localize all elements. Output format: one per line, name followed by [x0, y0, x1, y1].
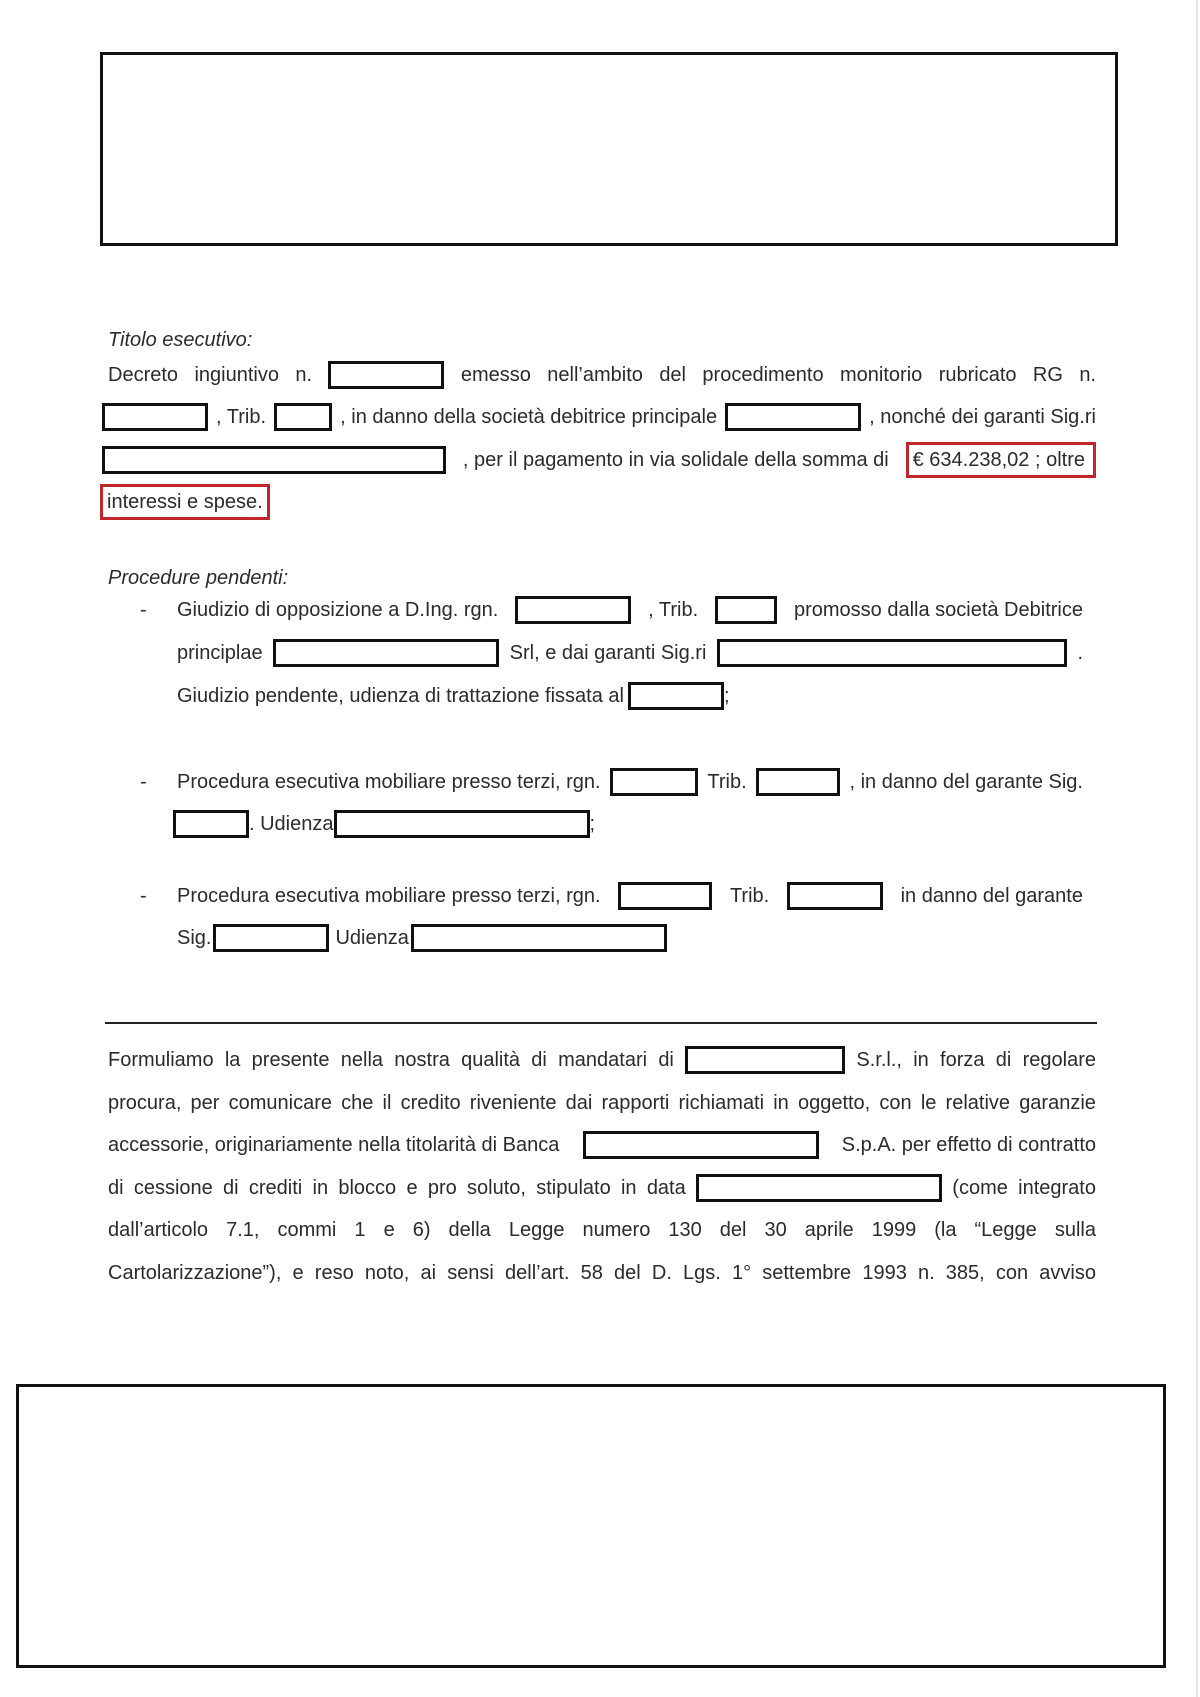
- text: Srl, e dai garanti Sig.ri: [509, 642, 707, 664]
- word: crediti: [248, 1177, 303, 1199]
- redacted-box: [756, 768, 840, 796]
- procedure-1-line-1: [177, 588, 1083, 632]
- word: Cartolarizzazione”),: [108, 1262, 282, 1284]
- text: principlae: [177, 642, 263, 664]
- word: S.r.l.,: [856, 1049, 902, 1071]
- text: in danno del garante: [900, 885, 1083, 907]
- word: nell’ambito: [547, 364, 643, 386]
- text: , per il pagamento in via solidale della somma di: [462, 449, 889, 471]
- word: Formuliamo: [108, 1049, 214, 1071]
- text: Trib.: [729, 885, 770, 907]
- word: 30: [764, 1219, 787, 1241]
- redacted-box: [787, 882, 883, 910]
- word: (come: [952, 1177, 1008, 1199]
- word: e: [383, 1219, 395, 1241]
- word: di: [223, 1177, 239, 1199]
- redacted-footer-box: [16, 1384, 1166, 1668]
- horizontal-divider: [105, 1022, 1097, 1024]
- page-edge-divider: [1196, 0, 1198, 1697]
- text: Udienza: [335, 927, 409, 949]
- titolo-line-3: [108, 438, 1096, 482]
- text: accessorie, originariamente nella titolarità di Banca: [108, 1134, 560, 1156]
- text: , Trib.: [648, 599, 699, 621]
- word: forza: [940, 1049, 985, 1071]
- text: Giudizio di opposizione a D.Ing. rgn.: [177, 599, 499, 621]
- word: soluto,: [467, 1177, 526, 1199]
- word: comunicare: [228, 1092, 332, 1114]
- word: di: [995, 1049, 1012, 1071]
- word: pro: [427, 1177, 457, 1199]
- word: la: [224, 1049, 241, 1071]
- word: Lgs.: [683, 1262, 721, 1284]
- word: di: [108, 1177, 124, 1199]
- word: con: [995, 1262, 1029, 1284]
- procedure-2-line-1: [177, 760, 1083, 804]
- word: RG: [1032, 364, 1063, 386]
- redacted-box: [334, 810, 590, 838]
- word: con: [879, 1092, 912, 1114]
- word: in: [620, 1177, 637, 1199]
- titolo-heading: Titolo esecutivo:: [108, 329, 253, 351]
- word: mandatari: [558, 1049, 648, 1071]
- word: data: [646, 1177, 686, 1199]
- word: credito: [400, 1092, 461, 1114]
- word: dell’art.: [505, 1262, 570, 1284]
- word: reso: [314, 1262, 354, 1284]
- procedure-3-line-1: [177, 874, 1083, 918]
- redacted-header-box: [100, 52, 1118, 246]
- redacted-box: [715, 596, 777, 624]
- formuliamo-line-6: [108, 1251, 1096, 1295]
- word: (la: [934, 1219, 957, 1241]
- word: numero: [582, 1219, 651, 1241]
- formuliamo-line-4: [108, 1166, 1096, 1210]
- word: n.: [295, 364, 313, 386]
- word: nella: [340, 1049, 384, 1071]
- word: integrato: [1018, 1177, 1096, 1199]
- word: 1: [354, 1219, 366, 1241]
- formuliamo-line-3: [108, 1123, 1096, 1167]
- formuliamo-line-2: [108, 1081, 1096, 1125]
- word: Legge: [508, 1219, 565, 1241]
- word: 58: [580, 1262, 603, 1284]
- procedure-1-line-2: [177, 631, 1083, 675]
- word: stipulato: [536, 1177, 611, 1199]
- word: D.: [651, 1262, 672, 1284]
- word: nostra: [394, 1049, 450, 1071]
- text: Giudizio pendente, udienza di trattazione fissata al: [177, 685, 624, 707]
- redacted-box: [725, 403, 861, 431]
- word: procura,: [108, 1092, 182, 1114]
- word: di: [531, 1049, 547, 1071]
- word: blocco: [338, 1177, 397, 1199]
- bullet-dash: -: [140, 771, 147, 793]
- word: rapporti: [601, 1092, 670, 1114]
- procedure-heading: Procedure pendenti:: [108, 567, 289, 589]
- redacted-box: [610, 768, 698, 796]
- word: cessione: [133, 1177, 213, 1199]
- text: , nonché dei garanti Sig.ri: [869, 406, 1096, 428]
- bullet-dash: -: [140, 885, 147, 907]
- formuliamo-line-1: [108, 1038, 1096, 1082]
- text: , in danno della società debitrice principale: [340, 406, 718, 428]
- word: aprile: [804, 1219, 854, 1241]
- text: promosso dalla società Debitrice: [793, 599, 1083, 621]
- redacted-box: [685, 1046, 845, 1074]
- text: ;: [589, 813, 596, 835]
- word: 1999: [871, 1219, 917, 1241]
- redacted-box: [515, 596, 631, 624]
- word: oggetto,: [797, 1092, 871, 1114]
- word: riveniente: [469, 1092, 557, 1114]
- titolo-line-1: [108, 353, 1096, 397]
- procedure-1-line-3: [177, 674, 1083, 718]
- text: S.p.A. per effetto di contratto: [841, 1134, 1096, 1156]
- formuliamo-line-5: [108, 1208, 1096, 1252]
- word: sensi: [447, 1262, 494, 1284]
- word: emesso: [460, 364, 531, 386]
- word: e: [406, 1177, 418, 1199]
- word: garanzie: [1019, 1092, 1096, 1114]
- word: qualità: [461, 1049, 521, 1071]
- text: .: [1077, 642, 1083, 664]
- word: 385,: [945, 1262, 985, 1284]
- procedure-3-line-2: [177, 916, 1083, 960]
- redacted-box: [717, 639, 1067, 667]
- word: 1°: [731, 1262, 752, 1284]
- word: 6): [412, 1219, 431, 1241]
- text: Procedura esecutiva mobiliare presso terzi, rgn.: [177, 771, 601, 793]
- word: richiamati: [678, 1092, 765, 1114]
- redacted-box: [173, 810, 249, 838]
- highlighted-amount: € 634.238,02 ; oltre: [906, 442, 1096, 478]
- redacted-box: [583, 1131, 819, 1159]
- word: 130: [668, 1219, 702, 1241]
- word: monitorio: [840, 364, 923, 386]
- text: , in danno del garante Sig.: [849, 771, 1083, 793]
- titolo-line-4: [108, 480, 1096, 524]
- procedure-2-line-2: [173, 802, 1079, 846]
- word: in: [913, 1049, 929, 1071]
- word: di: [658, 1049, 674, 1071]
- redacted-box: [102, 403, 208, 431]
- redacted-box: [696, 1174, 942, 1202]
- word: del: [659, 364, 687, 386]
- word: noto,: [364, 1262, 410, 1284]
- redacted-box: [328, 361, 444, 389]
- redacted-box: [411, 924, 667, 952]
- text: . Udienza: [249, 813, 334, 835]
- word: che: [341, 1092, 374, 1114]
- word: le: [920, 1092, 937, 1114]
- word: commi: [277, 1219, 337, 1241]
- word: rubricato: [938, 364, 1017, 386]
- word: ai: [420, 1262, 437, 1284]
- redacted-box: [213, 924, 329, 952]
- redacted-box: [273, 639, 499, 667]
- word: 1993: [862, 1262, 907, 1284]
- word: n.: [1079, 364, 1096, 386]
- word: avviso: [1039, 1262, 1096, 1284]
- redacted-box: [274, 403, 332, 431]
- text: , Trib.: [216, 406, 267, 428]
- word: 7.1,: [226, 1219, 260, 1241]
- word: e: [292, 1262, 304, 1284]
- word: ingiuntivo: [194, 364, 279, 386]
- word: presente: [251, 1049, 330, 1071]
- word: regolare: [1022, 1049, 1096, 1071]
- word: il: [382, 1092, 392, 1114]
- word: n.: [917, 1262, 935, 1284]
- text: ;: [723, 685, 730, 707]
- word: dall’articolo: [108, 1219, 209, 1241]
- redacted-box: [618, 882, 712, 910]
- text: Trib.: [707, 771, 747, 793]
- word: dai: [565, 1092, 593, 1114]
- titolo-line-2: [108, 395, 1096, 439]
- word: sulla: [1054, 1219, 1096, 1241]
- bullet-dash: -: [140, 599, 147, 621]
- text: Procedura esecutiva mobiliare presso terzi, rgn.: [177, 885, 601, 907]
- redacted-box: [628, 682, 724, 710]
- highlighted-interest: interessi e spese.: [100, 484, 270, 520]
- redacted-box: [102, 446, 446, 474]
- word: Decreto: [108, 364, 179, 386]
- text: Sig.: [177, 927, 212, 949]
- word: in: [773, 1092, 789, 1114]
- word: procedimento: [702, 364, 824, 386]
- word: relative: [945, 1092, 1011, 1114]
- word: della: [448, 1219, 491, 1241]
- word: settembre: [762, 1262, 852, 1284]
- word: per: [190, 1092, 220, 1114]
- word: “Legge: [974, 1219, 1037, 1241]
- word: del: [719, 1219, 747, 1241]
- word: in: [312, 1177, 329, 1199]
- word: del: [614, 1262, 641, 1284]
